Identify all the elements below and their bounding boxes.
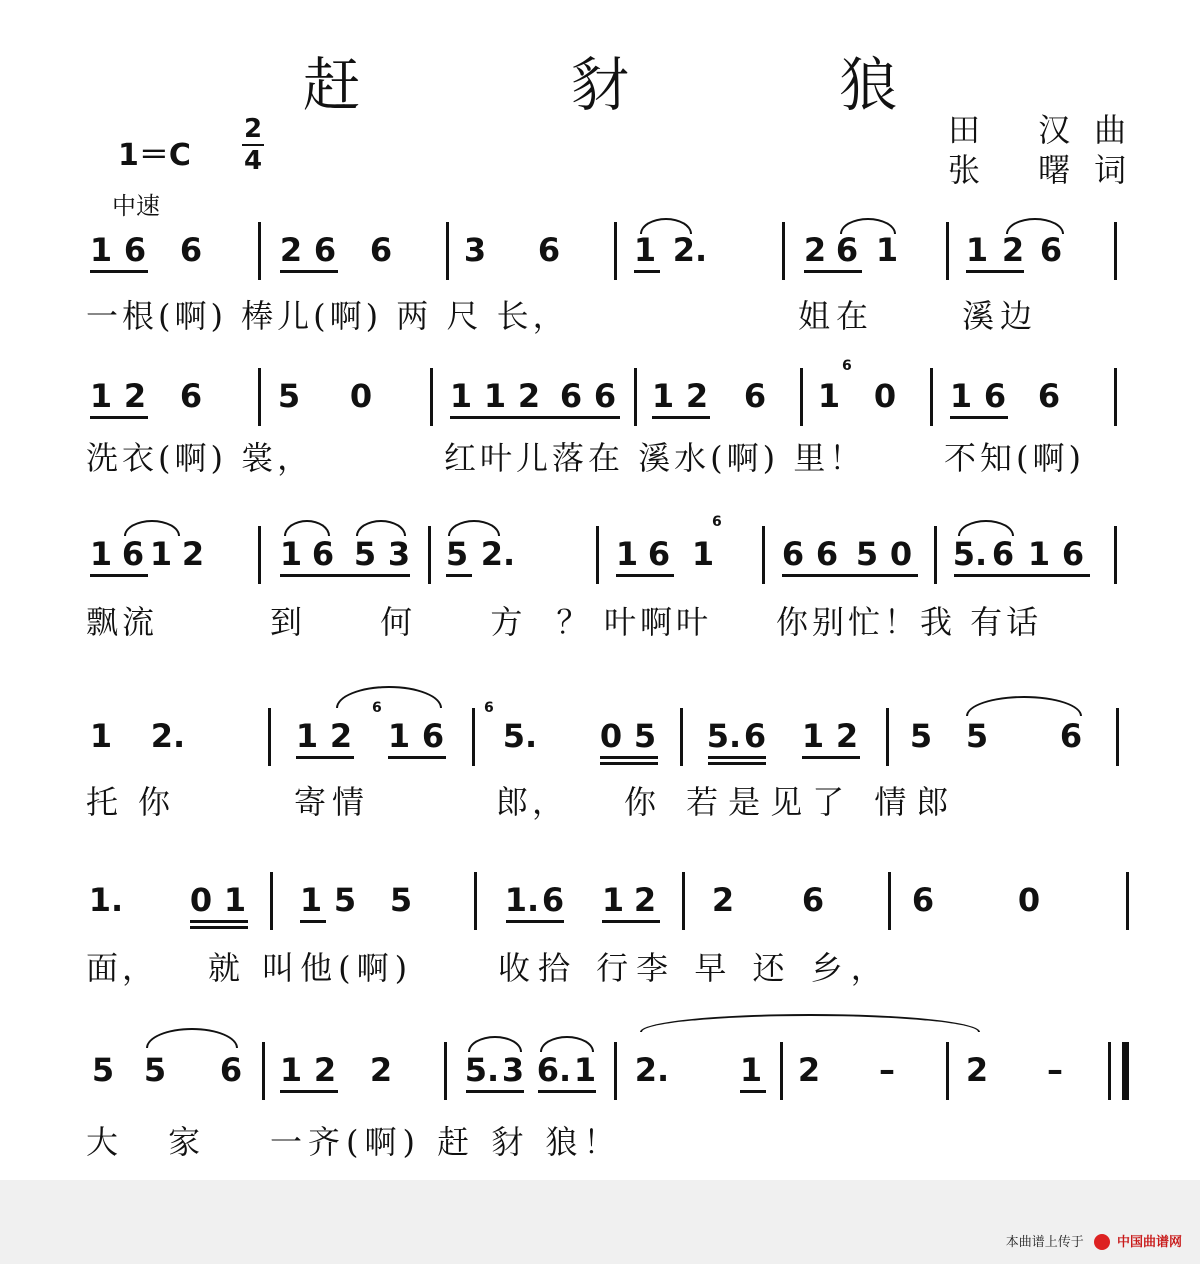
underline-beam [634, 270, 660, 273]
underline-beam [966, 270, 1024, 273]
note: 2. [634, 1051, 670, 1089]
underline-beam [804, 270, 862, 273]
underline-beam [782, 574, 918, 577]
lyric-line: 你 若是见了 情郎 [624, 783, 959, 821]
barline [1114, 368, 1117, 426]
barline [1114, 526, 1117, 584]
underline-beam [280, 574, 410, 577]
note: 3 [387, 535, 411, 573]
note: 0 [1017, 881, 1041, 919]
barline [782, 222, 785, 280]
underline-beam [602, 920, 660, 923]
note: 1 [89, 231, 113, 269]
slur-arc [146, 1028, 238, 1048]
note: 2 [633, 881, 657, 919]
final-barline-thick [1122, 1042, 1129, 1100]
barline [634, 368, 637, 426]
note: 6 [1059, 717, 1083, 755]
note: 6 [121, 535, 145, 573]
slur-arc [356, 520, 406, 536]
lyric-line: 寄情 [294, 783, 371, 821]
note: 1 [573, 1051, 597, 1089]
barline [1114, 222, 1117, 280]
song-title: 赶 豺 狼 [302, 51, 994, 119]
lyric-line: 姐在 [798, 297, 875, 335]
underline-beam [388, 756, 446, 759]
slur-arc [336, 686, 442, 708]
barline [680, 708, 683, 766]
note: 6. [536, 1051, 572, 1089]
note: 5. [502, 717, 538, 755]
lyric-line: 洗衣(啊) 裳， [86, 439, 314, 477]
note: 1 [89, 535, 113, 573]
slur-arc [958, 520, 1014, 536]
underline-beam [538, 1090, 596, 1093]
note: 2 [329, 717, 353, 755]
grace-note: 6 [842, 358, 852, 374]
note: 2 [1001, 231, 1025, 269]
lyricist-credit: 张 曙词 [948, 151, 1151, 189]
credits [948, 110, 1150, 190]
note: 6 [537, 231, 561, 269]
note: 1 [949, 377, 973, 415]
note: 6 [1061, 535, 1085, 573]
note: 1 [299, 881, 323, 919]
note: 6 [983, 377, 1007, 415]
slur-arc [448, 520, 500, 536]
note: 2 [279, 231, 303, 269]
note: 1 [691, 535, 715, 573]
lyric-line: 收拾 行李 早 还 乡， [498, 949, 891, 987]
note: 1 [387, 717, 411, 755]
note: 5. [464, 1051, 500, 1089]
barline [682, 872, 685, 930]
barline [262, 1042, 265, 1100]
note: 6 [593, 377, 617, 415]
barline [258, 222, 261, 280]
barline [886, 708, 889, 766]
slur-arc [966, 696, 1082, 716]
barline [946, 222, 949, 280]
note: 1 [651, 377, 675, 415]
note: 1 [615, 535, 639, 573]
barline [762, 526, 765, 584]
note: 1 [295, 717, 319, 755]
note: 1. [88, 881, 124, 919]
footer-bar [0, 1180, 1200, 1264]
note: 6 [541, 881, 565, 919]
barline [428, 526, 431, 584]
lyric-line: 大 家 [86, 1123, 221, 1161]
lyric-line: 郎， [496, 783, 569, 821]
note: 6 [219, 1051, 243, 1089]
underline-beam [616, 574, 674, 577]
note: 0 [599, 717, 623, 755]
barline [474, 872, 477, 930]
note: 0 [873, 377, 897, 415]
note: 5 [445, 535, 469, 573]
barline [614, 222, 617, 280]
underline-beam [708, 756, 766, 759]
barline [1126, 872, 1129, 930]
note: 2 [517, 377, 541, 415]
slur-arc [540, 1036, 594, 1052]
note: 3 [463, 231, 487, 269]
note: – [879, 1051, 895, 1089]
barline [268, 708, 271, 766]
note: 2. [150, 717, 186, 755]
note: 6 [647, 535, 671, 573]
note: 6 [991, 535, 1015, 573]
note: 2 [369, 1051, 393, 1089]
barline [446, 222, 449, 280]
underline-beam [280, 270, 338, 273]
note: 2 [313, 1051, 337, 1089]
underline-beam [950, 416, 1008, 419]
note: 6 [1039, 231, 1063, 269]
note: 6 [421, 717, 445, 755]
lyric-line: 不知(啊) [944, 439, 1085, 477]
lyric-line: 飘流 [86, 603, 159, 641]
note: 6 [1037, 377, 1061, 415]
note: 6 [179, 377, 203, 415]
note: 5 [965, 717, 989, 755]
barline [258, 368, 261, 426]
note: 2 [123, 377, 147, 415]
barline [780, 1042, 783, 1100]
note: 0 [189, 881, 213, 919]
lyric-line: 到 何 方？ [270, 603, 623, 641]
note: 5 [143, 1051, 167, 1089]
barline [430, 368, 433, 426]
time-sig-bottom: 4 [243, 146, 263, 176]
tempo-marking: 中速 [112, 192, 160, 220]
note: 1 [279, 1051, 303, 1089]
note: 5. [706, 717, 742, 755]
note: 5. [952, 535, 988, 573]
note: 3 [501, 1051, 525, 1089]
note: 6 [781, 535, 805, 573]
note: 6 [815, 535, 839, 573]
slur-arc [124, 520, 180, 536]
lyric-line: 一齐(啊) 赶 豺 狼！ [270, 1123, 622, 1161]
underline-beam [506, 920, 564, 923]
grace-note: 6 [372, 700, 382, 716]
lyric-line: 叶啊叶 [604, 603, 713, 641]
slur-arc [468, 1036, 522, 1052]
note: 5 [91, 1051, 115, 1089]
underline-beam [708, 762, 766, 765]
note: 6 [801, 881, 825, 919]
note: 1 [801, 717, 825, 755]
note: 6 [835, 231, 859, 269]
note: 6 [313, 231, 337, 269]
note: 6 [559, 377, 583, 415]
underline-beam [280, 1090, 338, 1093]
site-logo-icon [1094, 1234, 1110, 1250]
note: 1 [449, 377, 473, 415]
barline [444, 1042, 447, 1100]
note: 1 [817, 377, 841, 415]
lyric-line: 托你 [86, 783, 191, 821]
lyric-line: 就 叫他(啊) [208, 949, 414, 987]
composer-credit: 田 汉曲 [948, 111, 1151, 149]
note: 5 [909, 717, 933, 755]
note: 1 [89, 717, 113, 755]
note: 5 [855, 535, 879, 573]
note: 6 [911, 881, 935, 919]
key-signature: 1＝C [118, 138, 191, 173]
note: 1 [875, 231, 899, 269]
slur-arc [640, 1014, 980, 1032]
underline-beam [90, 416, 148, 419]
note: 2. [672, 231, 708, 269]
grace-note: 6 [712, 514, 722, 530]
underline-beam [600, 762, 658, 765]
note: 2. [480, 535, 516, 573]
underline-beam [190, 926, 248, 929]
note: 5 [633, 717, 657, 755]
underline-beam [190, 920, 248, 923]
underline-beam [954, 574, 1090, 577]
note: 1 [601, 881, 625, 919]
slur-arc [840, 218, 896, 234]
time-signature [238, 116, 268, 174]
note: 6 [311, 535, 335, 573]
time-sig-top: 2 [243, 114, 263, 144]
note: 2 [797, 1051, 821, 1089]
note: 1 [89, 377, 113, 415]
barline [472, 708, 475, 766]
note: 2 [965, 1051, 989, 1089]
note: 1 [1027, 535, 1051, 573]
slur-arc [640, 218, 692, 234]
note: 0 [889, 535, 913, 573]
note: 1 [223, 881, 247, 919]
note: 1 [633, 231, 657, 269]
underline-beam [296, 756, 354, 759]
lyric-line: 面， [86, 949, 159, 987]
note: 5 [333, 881, 357, 919]
slur-arc [1006, 218, 1064, 234]
barline [1116, 708, 1119, 766]
underline-beam [652, 416, 710, 419]
note: 6 [123, 231, 147, 269]
note: 6 [179, 231, 203, 269]
underline-beam [300, 920, 326, 923]
barline [888, 872, 891, 930]
lyric-line: 红叶儿落在 溪水(啊) 里！ [444, 439, 866, 477]
note: 1 [279, 535, 303, 573]
grace-note: 6 [484, 700, 494, 716]
barline [934, 526, 937, 584]
barline [800, 368, 803, 426]
site-link[interactable]: 中国曲谱网 [1116, 1234, 1182, 1250]
underline-beam [466, 1090, 524, 1093]
barline [596, 526, 599, 584]
underline-beam [600, 756, 658, 759]
note: 1. [504, 881, 540, 919]
upload-credit [1006, 1231, 1182, 1251]
note: 2 [803, 231, 827, 269]
note: 2 [181, 535, 205, 573]
note: 1 [483, 377, 507, 415]
final-barline-thin [1108, 1042, 1111, 1100]
note: – [1047, 1051, 1063, 1089]
note: 5 [389, 881, 413, 919]
note: 1 [739, 1051, 763, 1089]
slur-arc [284, 520, 330, 536]
barline [258, 526, 261, 584]
lyric-line: 一根(啊) 棒儿(啊) 两 尺 长， [86, 297, 569, 335]
barline [270, 872, 273, 930]
lyric-line: 你别忙！我 有话 [776, 603, 1043, 641]
note: 2 [835, 717, 859, 755]
upload-text: 本曲谱上传于 [1005, 1234, 1084, 1250]
underline-beam [450, 416, 620, 419]
note: 0 [349, 377, 373, 415]
underline-beam [740, 1090, 766, 1093]
note: 6 [369, 231, 393, 269]
underline-beam [90, 574, 148, 577]
barline [946, 1042, 949, 1100]
note: 1 [149, 535, 173, 573]
underline-beam [446, 574, 472, 577]
barline [614, 1042, 617, 1100]
note: 6 [743, 717, 767, 755]
underline-beam [90, 270, 148, 273]
note: 5 [277, 377, 301, 415]
lyric-line: 溪边 [962, 297, 1039, 335]
barline [930, 368, 933, 426]
note: 1 [965, 231, 989, 269]
note: 2 [711, 881, 735, 919]
note: 5 [353, 535, 377, 573]
note: 6 [743, 377, 767, 415]
underline-beam [802, 756, 860, 759]
note: 2 [685, 377, 709, 415]
